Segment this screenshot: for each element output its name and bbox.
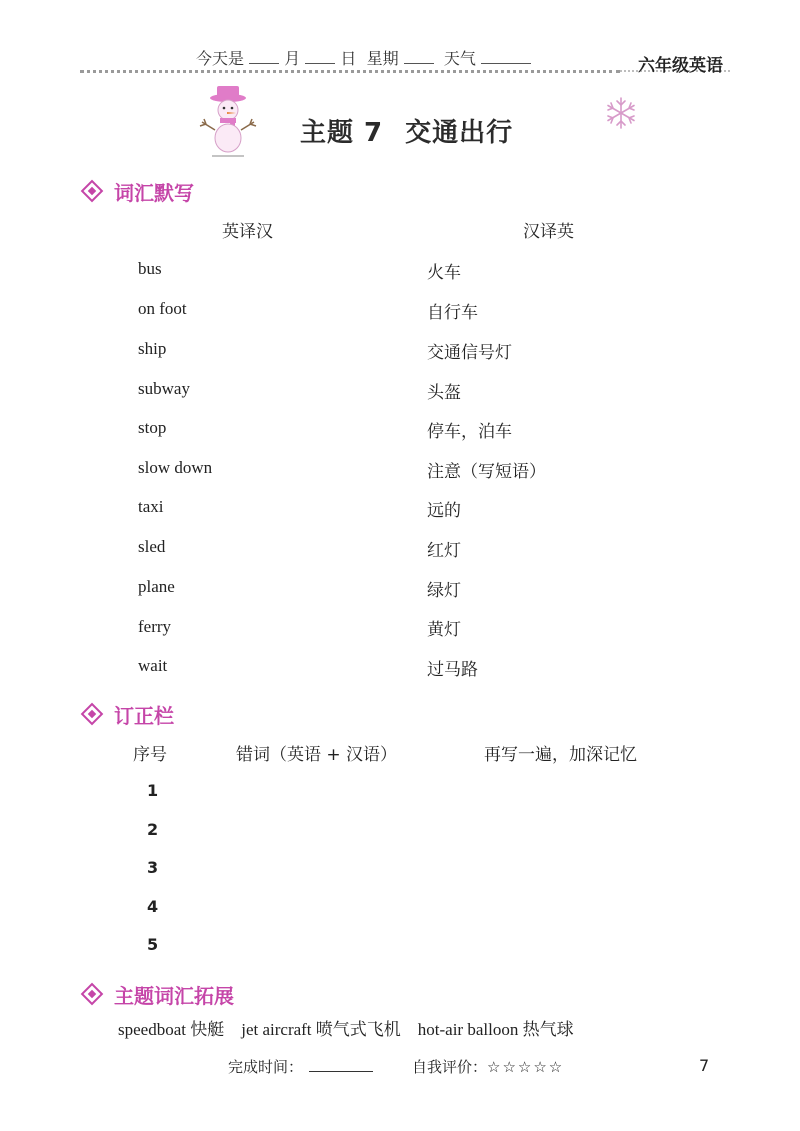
page-number: 7	[699, 1056, 710, 1075]
weekday-blank	[404, 49, 434, 64]
correction-heading: 订正栏	[84, 700, 174, 729]
col-en2zh-header: 英译汉	[222, 222, 273, 242]
page-title	[300, 112, 535, 149]
chinese-word: 火车	[427, 263, 461, 283]
extension-words: speedboat 快艇 jet aircraft 喷气式飞机 hot-air balloon 热气球	[118, 1020, 574, 1039]
grade-label: 六年级英语	[638, 56, 723, 76]
chinese-word: 注意（写短语）	[427, 462, 546, 482]
english-word: plane	[138, 577, 175, 596]
vocab-heading: 词汇默写	[84, 177, 194, 206]
col-zh2en-header: 汉译英	[523, 222, 574, 242]
col-wrong-header: 错词（英语 + 汉语）	[236, 745, 398, 765]
time-blank	[309, 1057, 373, 1072]
english-word: sled	[138, 537, 166, 556]
row-number: 1	[147, 781, 159, 800]
diamond-icon	[81, 180, 104, 203]
chinese-word: 红灯	[427, 541, 461, 561]
weather-label: 天气	[443, 49, 476, 68]
month-label: 月	[284, 49, 301, 68]
english-word: bus	[138, 259, 162, 278]
chinese-word: 自行车	[427, 303, 478, 323]
diamond-icon	[81, 703, 104, 726]
today-label: 今天是	[196, 49, 245, 68]
chinese-word: 绿灯	[427, 581, 461, 601]
theme-number: 主题 7	[300, 118, 384, 148]
row-number: 5	[147, 935, 159, 954]
theme-name: 交通出行	[405, 118, 514, 148]
row-number: 2	[147, 820, 159, 839]
english-word: on foot	[138, 299, 187, 318]
english-word: ferry	[138, 617, 172, 636]
weekday-label: 星期	[366, 49, 399, 68]
row-number: 3	[147, 858, 159, 877]
english-word: ship	[138, 339, 167, 358]
chinese-word: 黄灯	[427, 620, 461, 640]
chinese-word: 头盔	[427, 383, 461, 403]
snowflake-icon	[604, 96, 638, 130]
extension-heading: 主题词汇拓展	[84, 980, 234, 1009]
month-blank	[249, 49, 279, 64]
row-number: 4	[147, 897, 159, 916]
self-evaluation: 自我评价：☆☆☆☆☆	[412, 1058, 565, 1076]
chinese-word: 停车，泊车	[427, 422, 512, 442]
english-word: stop	[138, 418, 167, 437]
completion-time: 完成时间：	[228, 1056, 373, 1077]
col-index-header: 序号	[133, 745, 167, 765]
chinese-word: 远的	[427, 501, 461, 521]
chinese-word: 交通信号灯	[427, 343, 512, 363]
weather-blank	[481, 49, 531, 64]
date-weather-line	[196, 46, 531, 69]
rating-stars[interactable]: ☆☆☆☆☆	[487, 1058, 565, 1076]
col-rewrite-header: 再写一遍，加深记忆	[484, 745, 637, 765]
day-label: 日	[340, 49, 357, 68]
english-word: slow down	[138, 458, 213, 477]
english-word: taxi	[138, 497, 164, 516]
snowman-icon	[196, 86, 260, 160]
english-word: subway	[138, 379, 190, 398]
chinese-word: 过马路	[427, 660, 478, 680]
header-divider	[80, 70, 620, 73]
diamond-icon	[81, 983, 104, 1006]
day-blank	[305, 49, 335, 64]
english-word: wait	[138, 656, 168, 675]
